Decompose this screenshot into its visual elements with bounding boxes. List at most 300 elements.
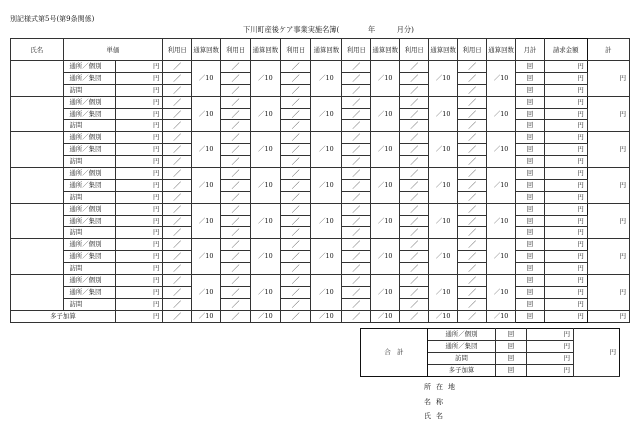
commute-count-cell[interactable]: ／10 (429, 310, 458, 322)
monthly-total-cell[interactable]: 回 (516, 144, 544, 156)
usage-day-cell[interactable]: ／ (342, 191, 371, 203)
usage-day-cell[interactable]: ／ (458, 227, 487, 239)
unit-price-cell[interactable]: 円 (115, 156, 162, 168)
usage-day-cell[interactable]: ／ (221, 108, 251, 120)
monthly-total-cell[interactable]: 回 (516, 215, 544, 227)
multi-child-label: 多子加算 (11, 310, 116, 322)
usage-day-cell[interactable]: ／ (400, 203, 429, 215)
person-total-cell[interactable]: 円 (587, 239, 629, 275)
usage-day-cell[interactable]: ／ (280, 132, 310, 144)
usage-day-cell[interactable]: ／ (280, 275, 310, 287)
commute-count-cell[interactable]: ／10 (311, 61, 342, 97)
header-monthly-total: 月計 (516, 39, 544, 61)
commute-count-cell[interactable]: ／10 (311, 239, 342, 275)
usage-day-cell[interactable]: ／ (342, 310, 371, 322)
usage-day-cell[interactable]: ／ (342, 286, 371, 298)
claim-amount-cell[interactable]: 円 (544, 203, 587, 215)
service-type-label: 通所／集団 (63, 108, 115, 120)
monthly-total-cell[interactable]: 回 (516, 298, 544, 310)
usage-day-cell[interactable]: ／ (458, 179, 487, 191)
multi-child-total-cell[interactable]: 円 (587, 310, 629, 322)
usage-day-cell[interactable]: ／ (280, 286, 310, 298)
usage-day-cell[interactable]: ／ (458, 168, 487, 180)
commute-count-cell[interactable]: ／10 (191, 168, 220, 204)
usage-day-cell[interactable]: ／ (221, 156, 251, 168)
unit-price-cell[interactable]: 円 (115, 132, 162, 144)
usage-day-cell[interactable]: ／ (342, 168, 371, 180)
monthly-total-cell[interactable]: 回 (516, 84, 544, 96)
usage-day-cell[interactable]: ／ (280, 227, 310, 239)
usage-day-cell[interactable]: ／ (458, 61, 487, 73)
unit-price-cell[interactable]: 円 (115, 120, 162, 132)
claim-amount-cell[interactable]: 円 (544, 215, 587, 227)
usage-day-cell[interactable]: ／ (342, 275, 371, 287)
service-type-label: 通所／集団 (63, 286, 115, 298)
usage-day-cell[interactable]: ／ (400, 144, 429, 156)
usage-day-cell[interactable]: ／ (221, 203, 251, 215)
claim-amount-cell[interactable]: 円 (544, 120, 587, 132)
usage-day-cell[interactable]: ／ (458, 72, 487, 84)
header-usage-day: 利用日 (400, 39, 429, 61)
usage-day-cell[interactable]: ／ (163, 286, 192, 298)
usage-day-cell[interactable]: ／ (163, 132, 192, 144)
unit-price-cell[interactable]: 円 (115, 203, 162, 215)
grand-total-sum-cell[interactable]: 円 (574, 329, 620, 377)
claim-amount-cell[interactable]: 円 (544, 310, 587, 322)
usage-day-cell[interactable]: ／ (221, 298, 251, 310)
usage-day-cell[interactable]: ／ (280, 179, 310, 191)
monthly-total-cell[interactable]: 回 (516, 191, 544, 203)
monthly-total-cell[interactable]: 回 (516, 132, 544, 144)
usage-day-cell[interactable]: ／ (163, 72, 192, 84)
claim-amount-cell[interactable]: 円 (544, 298, 587, 310)
commute-count-cell[interactable]: ／10 (191, 275, 220, 311)
claim-amount-cell[interactable]: 円 (544, 263, 587, 275)
commute-count-cell[interactable]: ／10 (191, 96, 220, 132)
usage-day-cell[interactable]: ／ (458, 251, 487, 263)
usage-day-cell[interactable]: ／ (400, 72, 429, 84)
person-total-cell[interactable]: 円 (587, 96, 629, 132)
usage-day-cell[interactable]: ／ (280, 310, 310, 322)
unit-price-cell[interactable]: 円 (115, 168, 162, 180)
claim-amount-cell[interactable]: 円 (544, 84, 587, 96)
usage-day-cell[interactable]: ／ (163, 108, 192, 120)
commute-count-cell[interactable]: ／10 (371, 96, 400, 132)
usage-day-cell[interactable]: ／ (342, 239, 371, 251)
usage-day-cell[interactable]: ／ (458, 108, 487, 120)
usage-day-cell[interactable]: ／ (400, 96, 429, 108)
monthly-total-cell[interactable]: 回 (516, 108, 544, 120)
table-row (11, 203, 630, 215)
usage-day-cell[interactable]: ／ (280, 108, 310, 120)
grand-total-count-cell[interactable]: 回 (496, 352, 527, 364)
usage-day-cell[interactable]: ／ (280, 239, 310, 251)
usage-day-cell[interactable]: ／ (458, 120, 487, 132)
usage-day-cell[interactable]: ／ (163, 120, 192, 132)
claim-amount-cell[interactable]: 円 (544, 72, 587, 84)
usage-day-cell[interactable]: ／ (400, 251, 429, 263)
usage-day-cell[interactable]: ／ (400, 120, 429, 132)
unit-price-cell[interactable]: 円 (115, 144, 162, 156)
usage-day-cell[interactable]: ／ (458, 275, 487, 287)
commute-count-cell[interactable]: ／10 (486, 132, 515, 168)
grand-total-count-cell[interactable]: 回 (496, 340, 527, 352)
person-name-cell[interactable] (11, 239, 64, 275)
commute-count-cell[interactable]: ／10 (311, 132, 342, 168)
grand-total-amount-cell[interactable]: 円 (527, 329, 574, 341)
monthly-total-cell[interactable]: 回 (516, 179, 544, 191)
usage-day-cell[interactable]: ／ (342, 203, 371, 215)
usage-day-cell[interactable]: ／ (458, 215, 487, 227)
commute-count-cell[interactable]: ／10 (250, 239, 280, 275)
usage-day-cell[interactable]: ／ (221, 61, 251, 73)
commute-count-cell[interactable]: ／10 (311, 203, 342, 239)
usage-day-cell[interactable]: ／ (280, 298, 310, 310)
service-type-label: 通所／集団 (63, 251, 115, 263)
grand-total-service-label: 通所／集団 (428, 340, 496, 352)
claim-amount-cell[interactable]: 円 (544, 108, 587, 120)
person-name-cell[interactable] (11, 96, 64, 132)
grand-total-amount-cell[interactable]: 円 (527, 340, 574, 352)
claim-amount-cell[interactable]: 円 (544, 61, 587, 73)
usage-day-cell[interactable]: ／ (458, 144, 487, 156)
unit-price-cell[interactable]: 円 (115, 96, 162, 108)
usage-day-cell[interactable]: ／ (163, 144, 192, 156)
commute-count-cell[interactable]: ／10 (311, 96, 342, 132)
person-name-cell[interactable] (11, 275, 64, 311)
usage-day-cell[interactable]: ／ (400, 84, 429, 96)
usage-day-cell[interactable]: ／ (342, 251, 371, 263)
person-total-cell[interactable]: 円 (587, 168, 629, 204)
usage-day-cell[interactable]: ／ (458, 298, 487, 310)
commute-count-cell[interactable]: ／10 (371, 61, 400, 97)
person-total-cell[interactable]: 円 (587, 61, 629, 97)
commute-count-cell[interactable]: ／10 (250, 310, 280, 322)
usage-day-cell[interactable]: ／ (280, 203, 310, 215)
roster-title: 下川町産後ケア事業実施名簿( 年 月分) (243, 25, 414, 34)
usage-day-cell[interactable]: ／ (400, 191, 429, 203)
usage-day-cell[interactable]: ／ (280, 61, 310, 73)
commute-count-cell[interactable]: ／10 (371, 239, 400, 275)
usage-day-cell[interactable]: ／ (280, 215, 310, 227)
usage-day-cell[interactable]: ／ (342, 120, 371, 132)
commute-count-cell[interactable]: ／10 (311, 310, 342, 322)
header-commute-count: 通算回数 (250, 39, 280, 61)
usage-day-cell[interactable]: ／ (342, 227, 371, 239)
usage-day-cell[interactable]: ／ (163, 156, 192, 168)
commute-count-cell[interactable]: ／10 (429, 132, 458, 168)
commute-count-cell[interactable]: ／10 (486, 310, 515, 322)
usage-day-cell[interactable]: ／ (400, 61, 429, 73)
monthly-total-cell[interactable]: 回 (516, 168, 544, 180)
usage-day-cell[interactable]: ／ (221, 120, 251, 132)
usage-day-cell[interactable]: ／ (400, 298, 429, 310)
person-name-cell[interactable] (11, 168, 64, 204)
usage-day-cell[interactable]: ／ (400, 215, 429, 227)
usage-day-cell[interactable]: ／ (280, 263, 310, 275)
commute-count-cell[interactable]: ／10 (311, 275, 342, 311)
grand-total-count-cell[interactable]: 回 (496, 364, 527, 376)
usage-day-cell[interactable]: ／ (221, 84, 251, 96)
usage-day-cell[interactable]: ／ (221, 286, 251, 298)
usage-day-cell[interactable]: ／ (342, 215, 371, 227)
commute-count-cell[interactable]: ／10 (371, 168, 400, 204)
usage-day-cell[interactable]: ／ (400, 179, 429, 191)
usage-day-cell[interactable]: ／ (400, 275, 429, 287)
usage-day-cell[interactable]: ／ (400, 263, 429, 275)
usage-day-cell[interactable]: ／ (342, 144, 371, 156)
grand-total-service-label: 多子加算 (428, 364, 496, 376)
commute-count-cell[interactable]: ／10 (371, 275, 400, 311)
person-name-cell[interactable] (11, 132, 64, 168)
usage-day-cell[interactable]: ／ (458, 203, 487, 215)
usage-day-cell[interactable]: ／ (400, 310, 429, 322)
usage-day-cell[interactable]: ／ (280, 168, 310, 180)
usage-day-cell[interactable]: ／ (221, 215, 251, 227)
usage-day-cell[interactable]: ／ (221, 275, 251, 287)
grand-total-count-cell[interactable]: 回 (496, 329, 527, 341)
usage-day-cell[interactable]: ／ (221, 168, 251, 180)
unit-price-cell[interactable]: 円 (115, 191, 162, 203)
usage-day-cell[interactable]: ／ (342, 72, 371, 84)
usage-day-cell[interactable]: ／ (400, 156, 429, 168)
commute-count-cell[interactable]: ／10 (429, 168, 458, 204)
claim-amount-cell[interactable]: 円 (544, 144, 587, 156)
usage-day-cell[interactable]: ／ (280, 72, 310, 84)
usage-day-cell[interactable]: ／ (163, 61, 192, 73)
commute-count-cell[interactable]: ／10 (486, 61, 515, 97)
header-commute-count: 通算回数 (191, 39, 220, 61)
usage-day-cell[interactable]: ／ (163, 179, 192, 191)
usage-day-cell[interactable]: ／ (163, 96, 192, 108)
usage-day-cell[interactable]: ／ (400, 286, 429, 298)
person-total-cell[interactable]: 円 (587, 275, 629, 311)
commute-count-cell[interactable]: ／10 (371, 203, 400, 239)
usage-day-cell[interactable]: ／ (163, 298, 192, 310)
claim-amount-cell[interactable]: 円 (544, 251, 587, 263)
usage-day-cell[interactable]: ／ (342, 84, 371, 96)
grand-total-amount-cell[interactable]: 円 (527, 352, 574, 364)
claim-amount-cell[interactable]: 円 (544, 96, 587, 108)
service-type-label: 通所／個別 (63, 275, 115, 287)
commute-count-cell[interactable]: ／10 (429, 96, 458, 132)
claim-amount-cell[interactable]: 円 (544, 191, 587, 203)
service-type-label: 通所／個別 (63, 132, 115, 144)
commute-count-cell[interactable]: ／10 (250, 275, 280, 311)
table-header-row (11, 39, 630, 61)
usage-day-cell[interactable]: ／ (163, 275, 192, 287)
claim-amount-cell[interactable]: 円 (544, 275, 587, 287)
usage-day-cell[interactable]: ／ (342, 156, 371, 168)
commute-count-cell[interactable]: ／10 (250, 132, 280, 168)
commute-count-cell[interactable]: ／10 (486, 275, 515, 311)
unit-price-cell[interactable]: 円 (115, 72, 162, 84)
usage-day-cell[interactable]: ／ (342, 298, 371, 310)
usage-day-cell[interactable]: ／ (163, 215, 192, 227)
commute-count-cell[interactable]: ／10 (486, 96, 515, 132)
commute-count-cell[interactable]: ／10 (191, 61, 220, 97)
monthly-total-cell[interactable]: 回 (516, 263, 544, 275)
unit-price-cell[interactable]: 円 (115, 227, 162, 239)
usage-day-cell[interactable]: ／ (221, 239, 251, 251)
unit-price-cell[interactable]: 円 (115, 179, 162, 191)
usage-day-cell[interactable]: ／ (221, 263, 251, 275)
monthly-total-cell[interactable]: 回 (516, 96, 544, 108)
claim-amount-cell[interactable]: 円 (544, 179, 587, 191)
unit-price-cell[interactable]: 円 (115, 275, 162, 287)
usage-day-cell[interactable]: ／ (400, 227, 429, 239)
usage-day-cell[interactable]: ／ (163, 251, 192, 263)
usage-day-cell[interactable]: ／ (458, 286, 487, 298)
usage-day-cell[interactable]: ／ (221, 251, 251, 263)
usage-day-cell[interactable]: ／ (400, 108, 429, 120)
usage-day-cell[interactable]: ／ (221, 72, 251, 84)
grand-total-amount-cell[interactable]: 円 (527, 364, 574, 376)
claim-amount-cell[interactable]: 円 (544, 132, 587, 144)
usage-day-cell[interactable]: ／ (400, 239, 429, 251)
usage-day-cell[interactable]: ／ (280, 96, 310, 108)
usage-day-cell[interactable]: ／ (221, 132, 251, 144)
usage-day-cell[interactable]: ／ (280, 191, 310, 203)
commute-count-cell[interactable]: ／10 (191, 310, 220, 322)
usage-day-cell[interactable]: ／ (163, 84, 192, 96)
usage-day-cell[interactable]: ／ (342, 61, 371, 73)
person-total-cell[interactable]: 円 (587, 132, 629, 168)
service-type-label: 通所／個別 (63, 203, 115, 215)
monthly-total-cell[interactable]: 回 (516, 120, 544, 132)
usage-day-cell[interactable]: ／ (342, 179, 371, 191)
multi-child-row (11, 310, 630, 322)
monthly-total-cell[interactable]: 回 (516, 275, 544, 287)
commute-count-cell[interactable]: ／10 (486, 203, 515, 239)
monthly-total-cell[interactable]: 回 (516, 239, 544, 251)
claim-amount-cell[interactable]: 円 (544, 239, 587, 251)
commute-count-cell[interactable]: ／10 (371, 132, 400, 168)
commute-count-cell[interactable]: ／10 (429, 203, 458, 239)
usage-day-cell[interactable]: ／ (280, 120, 310, 132)
usage-day-cell[interactable]: ／ (221, 144, 251, 156)
table-row (11, 239, 630, 251)
header-usage-day: 利用日 (163, 39, 192, 61)
commute-count-cell[interactable]: ／10 (191, 239, 220, 275)
table-row (11, 275, 630, 287)
unit-price-cell[interactable]: 円 (115, 108, 162, 120)
claim-amount-cell[interactable]: 円 (544, 286, 587, 298)
usage-day-cell[interactable]: ／ (458, 191, 487, 203)
monthly-total-cell[interactable]: 回 (516, 310, 544, 322)
usage-day-cell[interactable]: ／ (458, 132, 487, 144)
monthly-total-cell[interactable]: 回 (516, 227, 544, 239)
usage-day-cell[interactable]: ／ (280, 156, 310, 168)
header-claim-amount: 請求金額 (544, 39, 587, 61)
commute-count-cell[interactable]: ／10 (486, 168, 515, 204)
service-type-label: 通所／個別 (63, 239, 115, 251)
usage-day-cell[interactable]: ／ (458, 310, 487, 322)
commute-count-cell[interactable]: ／10 (250, 96, 280, 132)
claim-amount-cell[interactable]: 円 (544, 227, 587, 239)
usage-day-cell[interactable]: ／ (221, 227, 251, 239)
usage-day-cell[interactable]: ／ (163, 203, 192, 215)
service-type-label: 訪問 (63, 156, 115, 168)
unit-price-cell[interactable]: 円 (115, 298, 162, 310)
commute-count-cell[interactable]: ／10 (486, 239, 515, 275)
usage-day-cell[interactable]: ／ (458, 96, 487, 108)
claim-amount-cell[interactable]: 円 (544, 168, 587, 180)
monthly-total-cell[interactable]: 回 (516, 156, 544, 168)
monthly-total-cell[interactable]: 回 (516, 286, 544, 298)
usage-day-cell[interactable]: ／ (342, 96, 371, 108)
unit-price-cell[interactable]: 円 (115, 239, 162, 251)
unit-price-cell[interactable]: 円 (115, 263, 162, 275)
monthly-total-cell[interactable]: 回 (516, 203, 544, 215)
usage-day-cell[interactable]: ／ (163, 227, 192, 239)
person-name-cell[interactable] (11, 61, 64, 97)
usage-day-cell[interactable]: ／ (458, 263, 487, 275)
monthly-total-cell[interactable]: 回 (516, 61, 544, 73)
usage-day-cell[interactable]: ／ (458, 239, 487, 251)
usage-day-cell[interactable]: ／ (221, 191, 251, 203)
usage-day-cell[interactable]: ／ (342, 132, 371, 144)
unit-price-cell[interactable]: 円 (115, 84, 162, 96)
person-name-cell[interactable] (11, 203, 64, 239)
commute-count-cell[interactable]: ／10 (250, 61, 280, 97)
header-usage-day: 利用日 (280, 39, 310, 61)
usage-day-cell[interactable]: ／ (280, 251, 310, 263)
unit-price-cell[interactable]: 円 (115, 251, 162, 263)
commute-count-cell[interactable]: ／10 (371, 310, 400, 322)
claim-amount-cell[interactable]: 円 (544, 156, 587, 168)
commute-count-cell[interactable]: ／10 (191, 132, 220, 168)
usage-day-cell[interactable]: ／ (163, 239, 192, 251)
commute-count-cell[interactable]: ／10 (311, 168, 342, 204)
usage-day-cell[interactable]: ／ (163, 168, 192, 180)
commute-count-cell[interactable]: ／10 (429, 275, 458, 311)
unit-price-cell[interactable]: 円 (115, 215, 162, 227)
signature-entity-name: 名称 (424, 398, 448, 406)
service-type-label: 通所／集団 (63, 179, 115, 191)
signature-person-name: 氏名 (424, 412, 448, 420)
usage-day-cell[interactable]: ／ (400, 132, 429, 144)
usage-day-cell[interactable]: ／ (280, 84, 310, 96)
header-usage-day: 利用日 (458, 39, 487, 61)
person-total-cell[interactable]: 円 (587, 203, 629, 239)
usage-day-cell[interactable]: ／ (458, 84, 487, 96)
usage-day-cell[interactable]: ／ (400, 168, 429, 180)
usage-day-cell[interactable]: ／ (221, 96, 251, 108)
commute-count-cell[interactable]: ／10 (429, 239, 458, 275)
commute-count-cell[interactable]: ／10 (191, 203, 220, 239)
unit-price-cell[interactable]: 円 (115, 286, 162, 298)
usage-day-cell[interactable]: ／ (458, 156, 487, 168)
monthly-total-cell[interactable]: 回 (516, 72, 544, 84)
unit-price-cell[interactable]: 円 (115, 61, 162, 73)
form-number: 別記様式第5号(第9条関係) (10, 15, 95, 23)
commute-count-cell[interactable]: ／10 (429, 61, 458, 97)
commute-count-cell[interactable]: ／10 (250, 168, 280, 204)
usage-day-cell[interactable]: ／ (163, 310, 192, 322)
usage-day-cell[interactable]: ／ (163, 191, 192, 203)
commute-count-cell[interactable]: ／10 (250, 203, 280, 239)
usage-day-cell[interactable]: ／ (280, 144, 310, 156)
multi-child-unit-price[interactable]: 円 (115, 310, 162, 322)
usage-day-cell[interactable]: ／ (221, 179, 251, 191)
monthly-total-cell[interactable]: 回 (516, 251, 544, 263)
usage-day-cell[interactable]: ／ (342, 108, 371, 120)
usage-day-cell[interactable]: ／ (221, 310, 251, 322)
service-type-label: 訪問 (63, 227, 115, 239)
usage-day-cell[interactable]: ／ (163, 263, 192, 275)
usage-day-cell[interactable]: ／ (342, 263, 371, 275)
